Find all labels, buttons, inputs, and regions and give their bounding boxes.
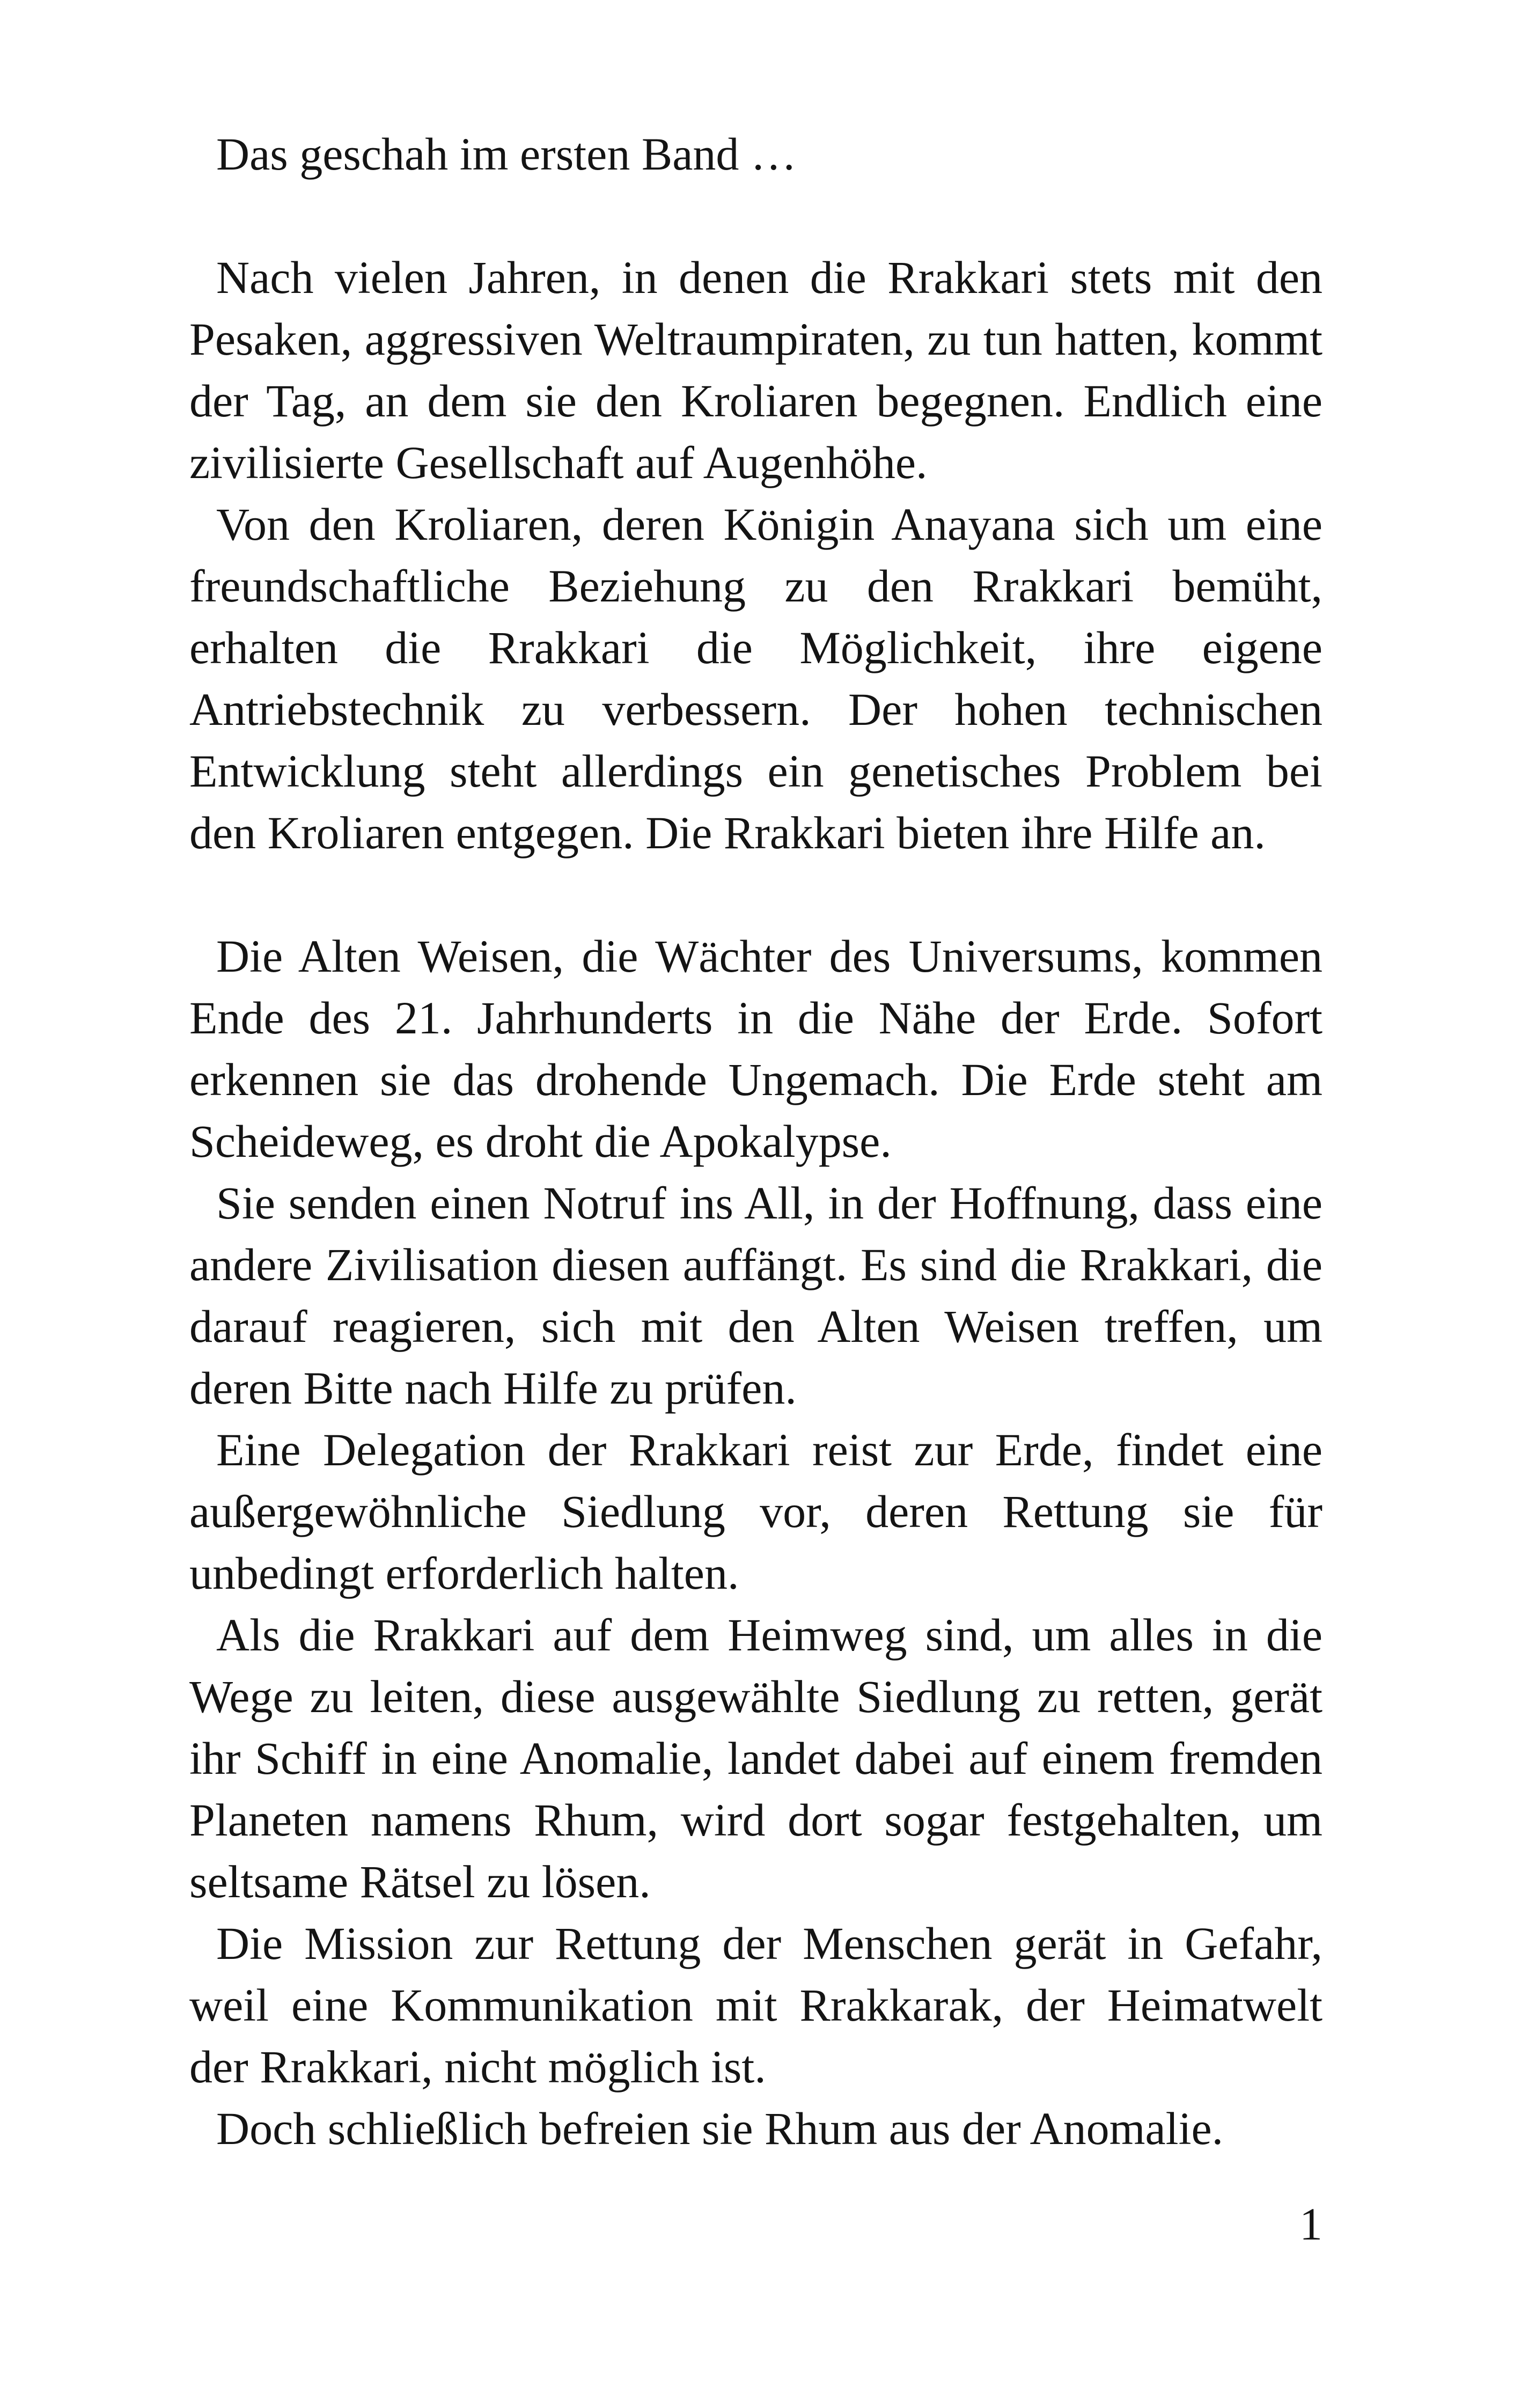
paragraph-gap (189, 864, 1322, 926)
intro-line: Das geschah im ersten Band … (216, 128, 797, 180)
paragraph: Die Mission zur Rettung der Menschen gerät in Gefahr, weil eine Kommunikation mit Rrakkarak, der Heimatwelt der Rrakkari, nicht möglich ist. (189, 1918, 1322, 2093)
paragraph: Von den Kroliaren, deren Königin Anayana sich um eine freundschaftliche Beziehung zu den Rrakkari bemüht, erhalten die Rrakkari die Möglichkeit, ihre eigene Antriebstechnik zu verbessern. Der hohen technischen Entwicklung steht allerdings ein genetisches Problem bei den Kroliaren entgegen. Die Rrakkari bieten ihre Hilfe an. (189, 498, 1322, 858)
body-text (189, 123, 1322, 2160)
paragraph: Die Alten Weisen, die Wächter des Universums, kommen Ende des 21. Jahrhunderts in die Nähe der Erde. Sofort erkennen sie das drohende Ungemach. Die Erde steht am Scheideweg, es droht die Apokalypse. (189, 930, 1322, 1167)
page-number: 1 (1299, 2198, 1322, 2250)
paragraph-gap (189, 185, 1322, 247)
paragraph: Nach vielen Jahren, in denen die Rrakkari stets mit den Pesaken, aggressiven Weltraumpiraten, zu tun hatten, kommt der Tag, an dem sie den Kroliaren begegnen. Endlich eine zivilisierte Gesellschaft auf Augenhöhe. (189, 252, 1322, 488)
paragraph: Eine Delegation der Rrakkari reist zur Erde, findet eine außergewöhnliche Siedlung vor, deren Rettung sie für unbedingt erforderlich halten. (189, 1424, 1322, 1599)
paragraph: Sie senden einen Notruf ins All, in der Hoffnung, dass eine andere Zivilisation diesen auffängt. Es sind die Rrakkari, die darauf reagieren, sich mit den Alten Weisen treffen, um deren Bitte nach Hilfe zu prüfen. (189, 1177, 1322, 1414)
paragraph: Doch schließlich befreien sie Rhum aus der Anomalie. (216, 2103, 1224, 2154)
paragraph: Als die Rrakkari auf dem Heimweg sind, um alles in die Wege zu leiten, diese ausgewählte Siedlung zu retten, gerät ihr Schiff in eine Anomalie, landet dabei auf einem fremden Planeten namens Rhum, wird dort sogar festgehalten, um seltsame Rätsel zu lösen. (189, 1609, 1322, 1907)
